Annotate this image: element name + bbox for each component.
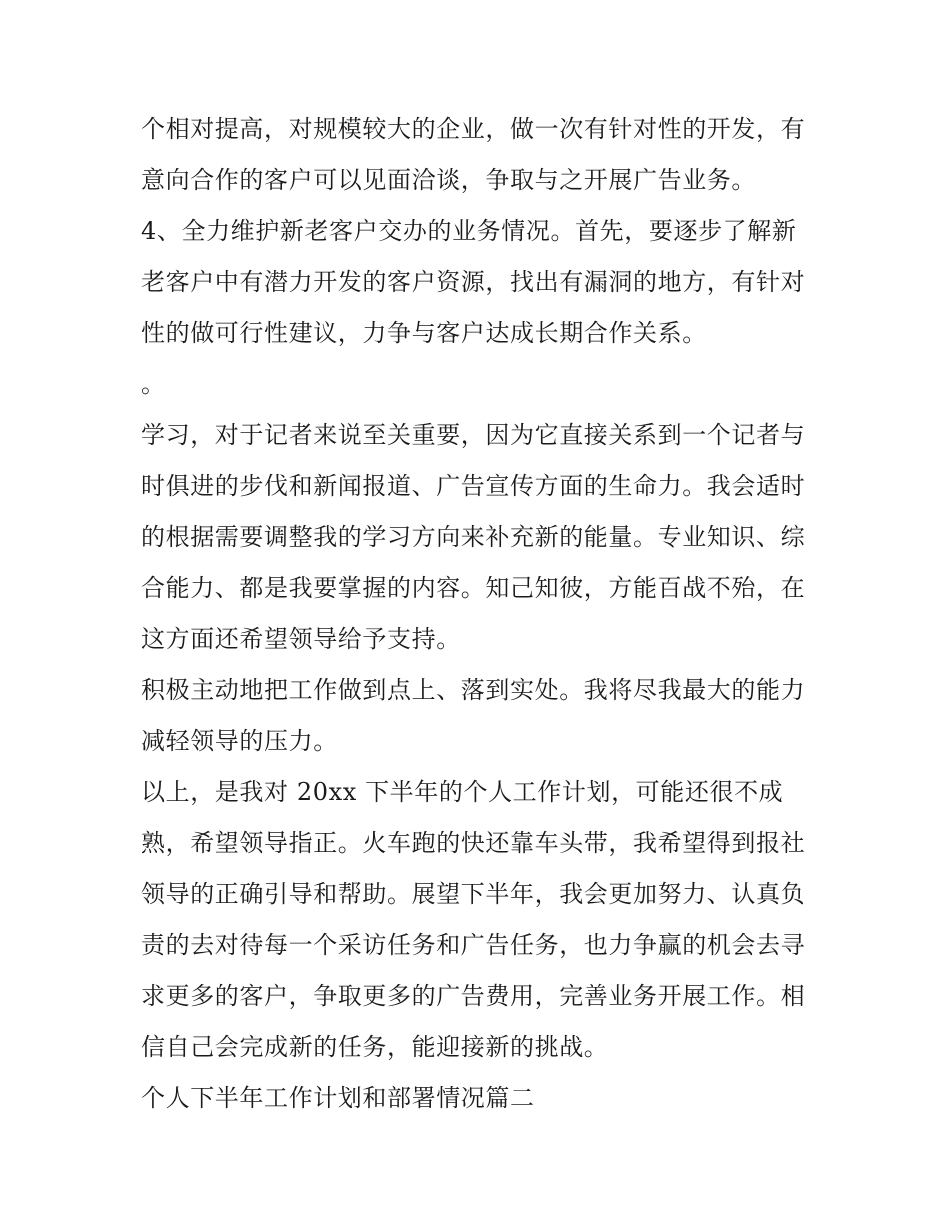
text-line: 减轻领导的压力。 (141, 727, 338, 755)
text-line: 性的做可行性建议，力争与客户达成长期合作关系。 (141, 319, 707, 347)
text-line: 。 (141, 370, 166, 398)
text-line: 老客户中有潜力开发的客户资源，找出有漏洞的地方，有针对 (141, 268, 806, 296)
text-line: 意向合作的客户可以见面洽谈，争取与之开展广告业务。 (141, 166, 756, 194)
text-line: 求更多的客户，争取更多的广告费用，完善业务开展工作。相 (141, 982, 806, 1010)
document-body (141, 104, 821, 1124)
text-line: 个相对提高，对规模较大的企业，做一次有针对性的开发，有 (141, 115, 806, 143)
text-line: 这方面还希望领导给予支持。 (141, 625, 461, 653)
text-line: 4、全力维护新老客户交办的业务情况。首先，要逐步了解新 (141, 217, 797, 245)
text-line: 时俱进的步伐和新闻报道、广告宣传方面的生命力。我会适时 (141, 472, 806, 500)
text-line: 领导的正确引导和帮助。展望下半年，我会更加努力、认真负 (141, 880, 806, 908)
section-heading: 个人下半年工作计划和部署情况篇二 (141, 1084, 535, 1112)
text-line: 合能力、都是我要掌握的内容。知己知彼，方能百战不殆，在 (141, 574, 806, 602)
text-line: 以上，是我对 20xx 下半年的个人工作计划，可能还很不成 (141, 778, 784, 806)
text-line: 责的去对待每一个采访任务和广告任务，也力争赢的机会去寻 (141, 931, 806, 959)
text-line: 积极主动地把工作做到点上、落到实处。我将尽我最大的能力 (141, 676, 806, 704)
text-line: 信自己会完成新的任务，能迎接新的挑战。 (141, 1033, 609, 1061)
text-line: 的根据需要调整我的学习方向来补充新的能量。专业知识、综 (141, 523, 806, 551)
text-line: 熟，希望领导指正。火车跑的快还靠车头带，我希望得到报社 (141, 829, 806, 857)
text-line: 学习，对于记者来说至关重要，因为它直接关系到一个记者与 (141, 421, 806, 449)
